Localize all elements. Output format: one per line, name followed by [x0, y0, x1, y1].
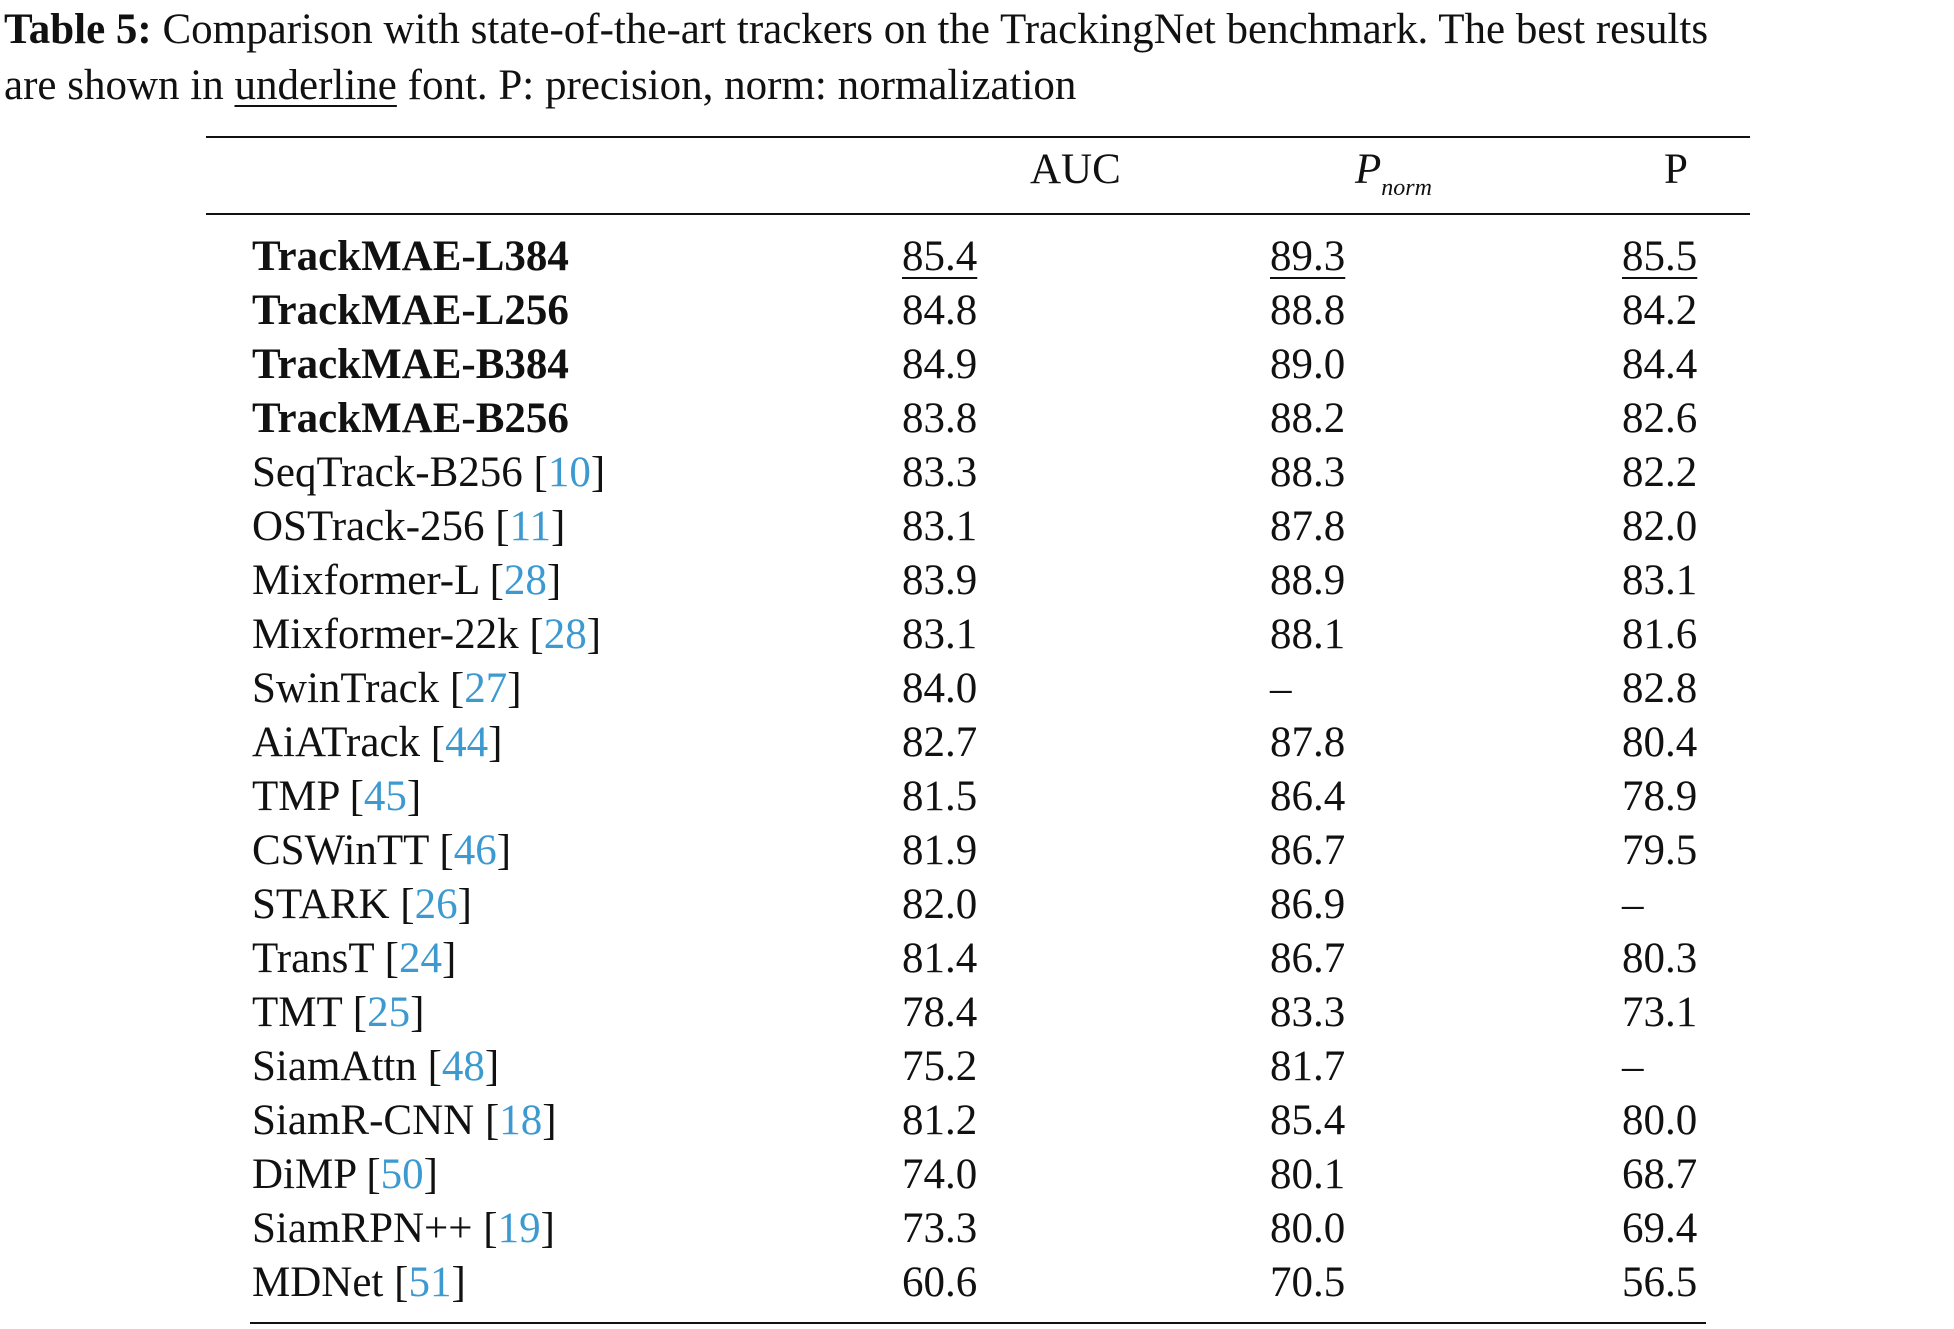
citation-link[interactable]: 48 [441, 1043, 485, 1090]
citation-link[interactable]: 45 [363, 773, 407, 820]
table-row [0, 338, 1954, 392]
caption-line-2 [4, 58, 1950, 114]
precision-value: 82.6 [1622, 395, 1698, 442]
pnorm-value: 88.8 [1270, 287, 1346, 334]
method-name: AiATrack [44] [252, 719, 503, 766]
auc-value: 85.4 [902, 233, 978, 280]
method-label: STARK [252, 881, 390, 928]
method-label: TrackMAE-L256 [252, 287, 569, 334]
citation-link[interactable]: 11 [509, 503, 552, 550]
pnorm-value: 88.9 [1270, 557, 1346, 604]
table-row [0, 878, 1954, 932]
pnorm-value: 89.3 [1270, 233, 1346, 280]
table-row [0, 608, 1954, 662]
method-name: SiamR-CNN [18] [252, 1097, 557, 1144]
citation-link[interactable]: 44 [445, 719, 489, 766]
table-row [0, 1094, 1954, 1148]
table-bottom-rule [250, 1322, 1706, 1324]
pnorm-subscript: norm [1381, 175, 1432, 201]
citation-link[interactable]: 50 [380, 1151, 424, 1198]
pnorm-value: 89.0 [1270, 341, 1346, 388]
citation-link[interactable]: 24 [398, 935, 442, 982]
method-name: STARK [26] [252, 881, 472, 928]
method-label: DiMP [252, 1151, 356, 1198]
method-name [252, 230, 569, 284]
pnorm-value: 88.3 [1270, 449, 1346, 496]
method-name: CSWinTT [46] [252, 827, 512, 874]
caption-line-1 [4, 2, 1950, 58]
table-row [0, 554, 1954, 608]
method-name: TMT [25] [252, 989, 425, 1036]
citation-link[interactable]: 25 [367, 989, 411, 1036]
table-row [0, 662, 1954, 716]
precision-value: 56.5 [1622, 1259, 1698, 1306]
table-row [0, 392, 1954, 446]
auc-value: 83.3 [902, 449, 978, 496]
table-row [0, 446, 1954, 500]
precision-value: 84.2 [1622, 287, 1698, 334]
auc-value: 83.1 [902, 611, 978, 658]
method-name: TMP [45] [252, 773, 422, 820]
method-label: TMP [252, 773, 339, 820]
table-row [0, 1202, 1954, 1256]
pnorm-value: 86.4 [1270, 773, 1346, 820]
pnorm-value: 83.3 [1270, 989, 1346, 1036]
method-label: MDNet [252, 1259, 384, 1306]
method-name [252, 284, 569, 338]
pnorm-value: 85.4 [1270, 1097, 1346, 1144]
pnorm-value: 87.8 [1270, 503, 1346, 550]
caption-text-post: font. P: precision, norm: normalization [396, 62, 1077, 109]
auc-value: 73.3 [902, 1205, 978, 1252]
method-name [252, 338, 569, 392]
method-name: TransT [24] [252, 935, 457, 982]
column-header-p: P [1664, 146, 1688, 193]
table-row [0, 500, 1954, 554]
caption-underline-word: underline [234, 62, 397, 109]
method-name: DiMP [50] [252, 1151, 438, 1198]
precision-value: 82.8 [1622, 665, 1698, 712]
auc-value: 84.9 [902, 341, 978, 388]
table-caption [4, 2, 1950, 114]
method-name: OSTrack-256 [11] [252, 503, 566, 550]
method-label: TMT [252, 989, 342, 1036]
precision-value: 73.1 [1622, 989, 1698, 1036]
table-body [0, 230, 1954, 1310]
pnorm-main: P [1355, 146, 1382, 193]
pnorm-value: 87.8 [1270, 719, 1346, 766]
auc-value: 60.6 [902, 1259, 978, 1306]
auc-value: 83.8 [902, 395, 978, 442]
precision-value: 79.5 [1622, 827, 1698, 874]
pnorm-value: 70.5 [1270, 1259, 1346, 1306]
precision-value: 81.6 [1622, 611, 1698, 658]
auc-value: 81.2 [902, 1097, 978, 1144]
precision-value: – [1622, 881, 1644, 928]
auc-value: 81.9 [902, 827, 978, 874]
method-label: SiamRPN++ [252, 1205, 473, 1252]
precision-value: 80.0 [1622, 1097, 1698, 1144]
precision-value: 84.4 [1622, 341, 1698, 388]
method-label: Mixformer-22k [252, 611, 519, 658]
auc-value: 83.9 [902, 557, 978, 604]
precision-value: 80.4 [1622, 719, 1698, 766]
citation-link[interactable]: 28 [543, 611, 587, 658]
pnorm-value: 86.9 [1270, 881, 1346, 928]
auc-value: 81.5 [902, 773, 978, 820]
citation-link[interactable]: 18 [499, 1097, 543, 1144]
table-header-rule [206, 213, 1750, 215]
pnorm-value: 88.2 [1270, 395, 1346, 442]
table-row [0, 932, 1954, 986]
citation-link[interactable]: 19 [497, 1205, 541, 1252]
pnorm-value: 80.0 [1270, 1205, 1346, 1252]
table-row [0, 1256, 1954, 1310]
precision-value: 68.7 [1622, 1151, 1698, 1198]
citation-link[interactable]: 27 [464, 665, 508, 712]
auc-value: 82.7 [902, 719, 978, 766]
precision-value: 82.0 [1622, 503, 1698, 550]
auc-value: 75.2 [902, 1043, 978, 1090]
auc-value: 74.0 [902, 1151, 978, 1198]
method-label: TrackMAE-B384 [252, 341, 569, 388]
precision-value: 82.2 [1622, 449, 1698, 496]
precision-value: 85.5 [1622, 233, 1698, 280]
method-name [252, 392, 569, 446]
table-row [0, 230, 1954, 284]
pnorm-value: 81.7 [1270, 1043, 1346, 1090]
auc-value: 82.0 [902, 881, 978, 928]
method-label: TransT [252, 935, 374, 982]
method-label: CSWinTT [252, 827, 429, 874]
auc-value: 84.0 [902, 665, 978, 712]
auc-value: 84.8 [902, 287, 978, 334]
citation-link[interactable]: 28 [503, 557, 547, 604]
pnorm-value: 86.7 [1270, 827, 1346, 874]
citation-link[interactable]: 26 [414, 881, 458, 928]
precision-value: 80.3 [1622, 935, 1698, 982]
auc-value: 81.4 [902, 935, 978, 982]
citation-link[interactable]: 10 [547, 449, 591, 496]
caption-text: Comparison with state-of-the-art trackers on the TrackingNet benchmark. The best results [151, 6, 1709, 53]
column-header-auc: AUC [1030, 146, 1121, 193]
table-top-rule [206, 136, 1750, 138]
precision-value: 78.9 [1622, 773, 1698, 820]
caption-text-pre: are shown in [4, 62, 235, 109]
table-row [0, 986, 1954, 1040]
method-label: TrackMAE-L384 [252, 233, 569, 280]
auc-value: 78.4 [902, 989, 978, 1036]
method-name: Mixformer-22k [28] [252, 611, 602, 658]
method-label: OSTrack-256 [252, 503, 485, 550]
pnorm-value: – [1270, 665, 1292, 712]
precision-value: 69.4 [1622, 1205, 1698, 1252]
pnorm-value: 80.1 [1270, 1151, 1346, 1198]
method-label: SiamAttn [252, 1043, 417, 1090]
auc-value: 83.1 [902, 503, 978, 550]
method-name: SiamRPN++ [19] [252, 1205, 555, 1252]
method-label: SiamR-CNN [252, 1097, 475, 1144]
method-label: AiATrack [252, 719, 421, 766]
table-row [0, 716, 1954, 770]
caption-label: Table 5: [4, 6, 152, 53]
method-label: SeqTrack-B256 [252, 449, 523, 496]
method-name: SiamAttn [48] [252, 1043, 500, 1090]
method-label: SwinTrack [252, 665, 440, 712]
method-name: SeqTrack-B256 [10] [252, 449, 606, 496]
table-row [0, 284, 1954, 338]
method-label: Mixformer-L [252, 557, 479, 604]
table-row [0, 770, 1954, 824]
table-row [0, 824, 1954, 878]
column-header-pnorm [1355, 140, 1432, 200]
precision-value: – [1622, 1043, 1644, 1090]
table-row [0, 1148, 1954, 1202]
table-row [0, 1040, 1954, 1094]
pnorm-value: 88.1 [1270, 611, 1346, 658]
method-name: MDNet [51] [252, 1259, 466, 1306]
citation-link[interactable]: 51 [408, 1259, 452, 1306]
citation-link[interactable]: 46 [453, 827, 497, 874]
pnorm-value: 86.7 [1270, 935, 1346, 982]
method-label: TrackMAE-B256 [252, 395, 569, 442]
method-name: Mixformer-L [28] [252, 557, 562, 604]
method-name: SwinTrack [27] [252, 665, 522, 712]
precision-value: 83.1 [1622, 557, 1698, 604]
